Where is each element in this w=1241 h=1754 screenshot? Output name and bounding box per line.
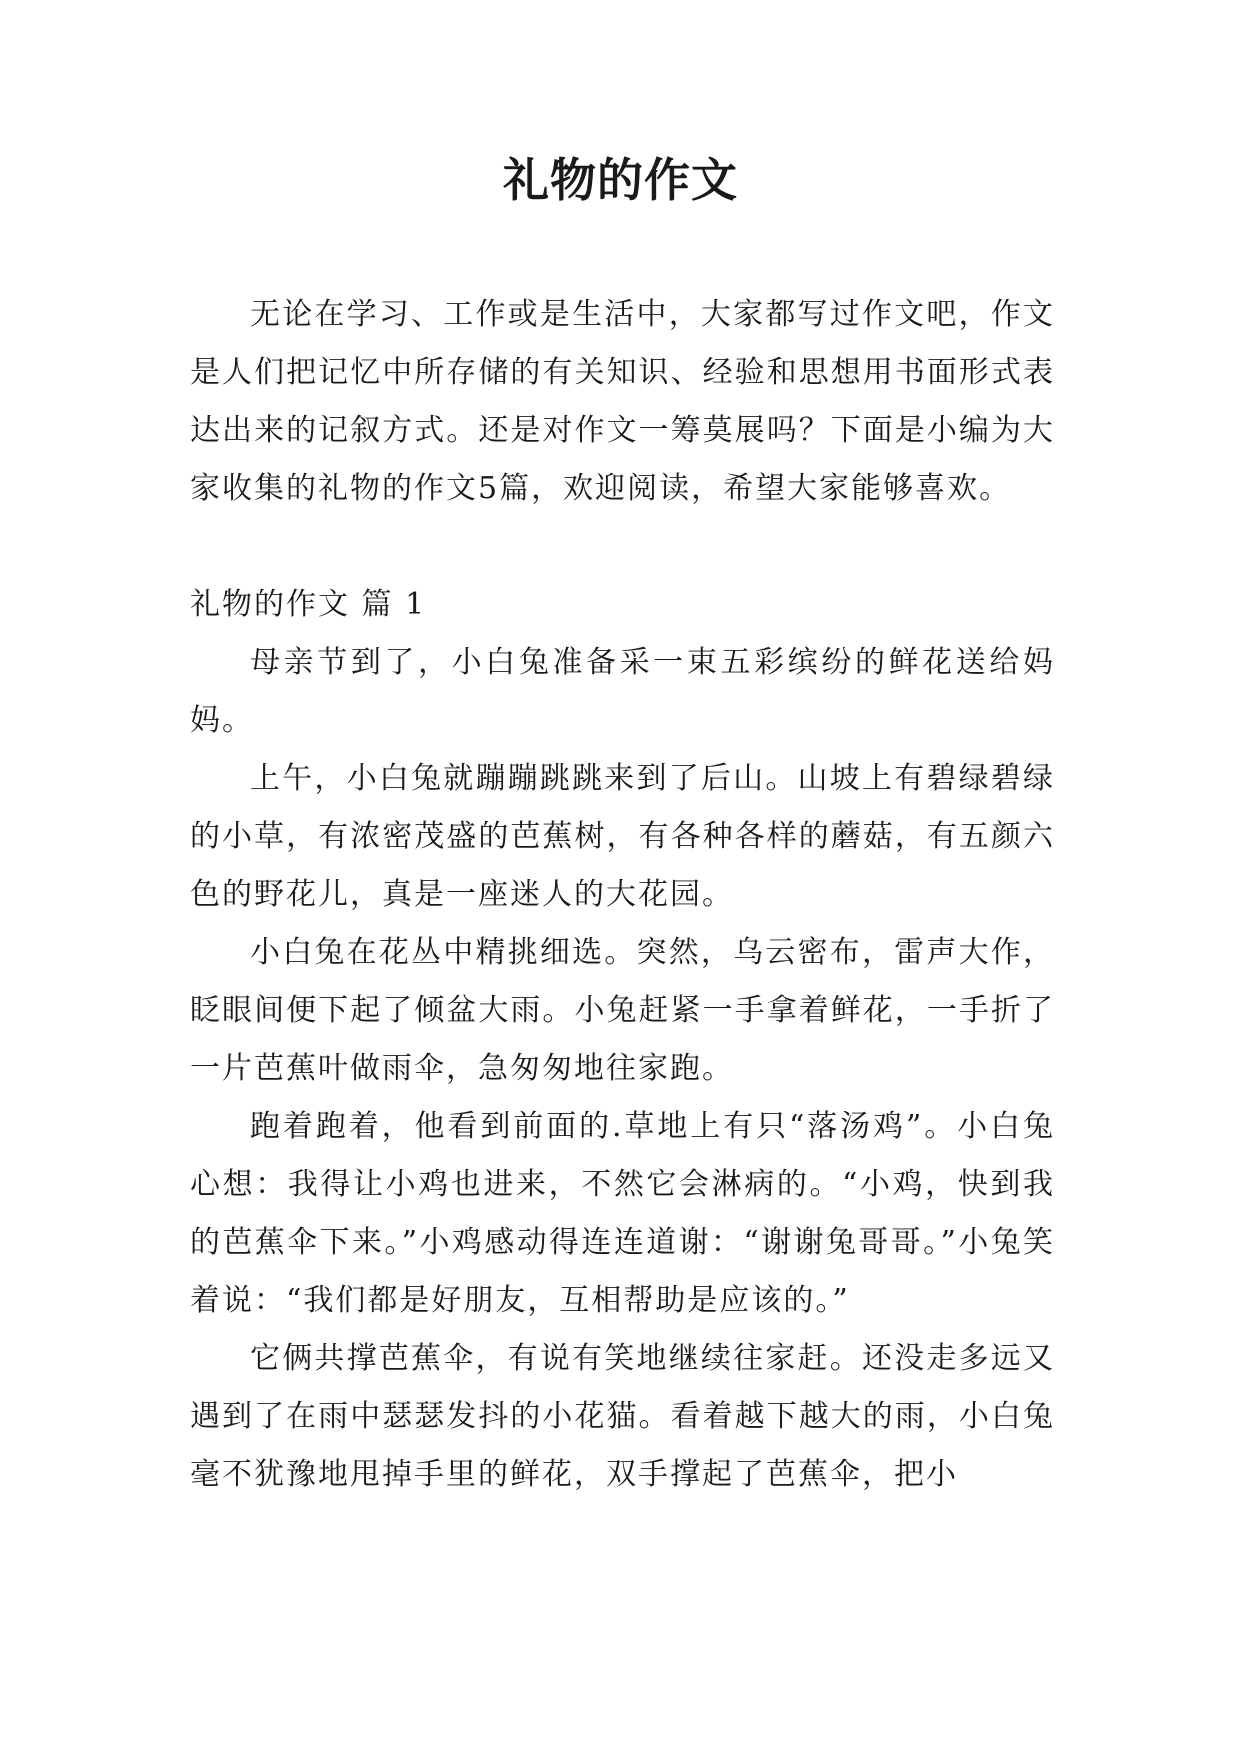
- body-paragraph: 上午，小白兔就蹦蹦跳跳来到了后山。山坡上有碧绿碧绿的小草，有浓密茂盛的芭蕉树，有各种各样的蘑菇，有五颜六色的野花儿，真是一座迷人的大花园。: [190, 761, 1055, 912]
- intro-paragraph: 无论在学习、工作或是生活中，大家都写过作文吧，作文是人们把记忆中所存储的有关知识、经验和思想用书面形式表达出来的记叙方式。还是对作文一筹莫展吗？下面是小编为大家收集的礼物的作文5篇，欢迎阅读，希望大家能够喜欢。: [190, 297, 1055, 506]
- document-title: 礼物的作文: [503, 153, 738, 207]
- body-paragraph: 母亲节到了，小白兔准备采一束五彩缤纷的鲜花送给妈妈。: [190, 645, 1055, 738]
- body-paragraph: 它俩共撑芭蕉伞，有说有笑地继续往家赶。还没走多远又遇到了在雨中瑟瑟发抖的小花猫。看着越下越大的雨，小白兔毫不犹豫地甩掉手里的鲜花，双手撑起了芭蕉伞，把小: [190, 1341, 1055, 1492]
- section-title: 礼物的作文 篇 1: [190, 587, 427, 622]
- body-paragraph: 跑着跑着，他看到前面的.草地上有只“落汤鸡”。小白兔心想：我得让小鸡也进来，不然它会淋病的。“小鸡，快到我的芭蕉伞下来。”小鸡感动得连连道谢：“谢谢兔哥哥。”小兔笑着说：“我们都是好朋友，互相帮助是应该的。”: [190, 1109, 1055, 1318]
- body-paragraph: 小白兔在花丛中精挑细选。突然，乌云密布，雷声大作，眨眼间便下起了倾盆大雨。小兔赶紧一手拿着鲜花，一手折了一片芭蕉叶做雨伞，急匆匆地往家跑。: [190, 935, 1055, 1086]
- document-body: [190, 286, 1055, 1504]
